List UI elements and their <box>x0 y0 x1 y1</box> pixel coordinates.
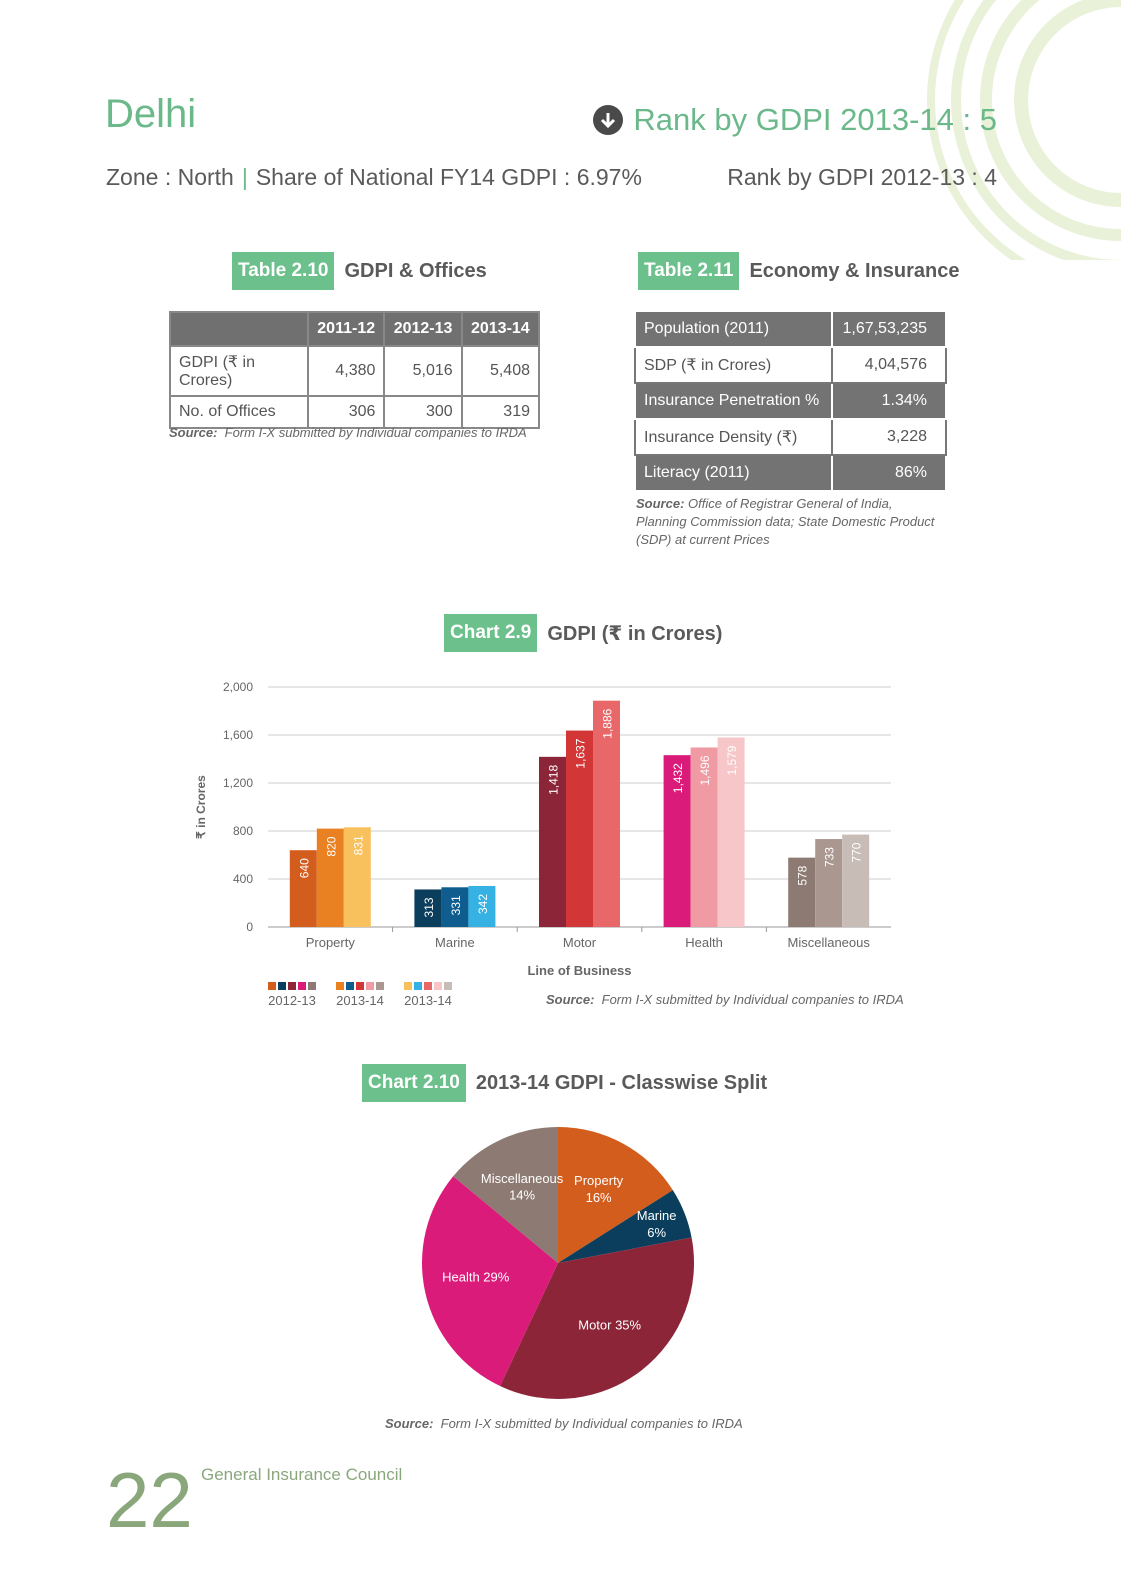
chart-29-source <box>546 991 904 1009</box>
table-cell: 5,408 <box>462 346 539 396</box>
chart-29-tag: Chart 2.9 <box>444 614 537 652</box>
table-header-cell: 2012-13 <box>384 312 461 346</box>
table-210 <box>169 311 540 429</box>
bar-value-label: 1,418 <box>546 764 561 795</box>
table-cell: 3,228 <box>832 419 946 455</box>
bar-value-label: 1,496 <box>698 755 713 786</box>
legend-item <box>268 982 316 1008</box>
y-tick-label: 1,200 <box>222 776 253 790</box>
bar-value-label: 1,432 <box>671 763 686 794</box>
row-label: GDPI (₹ in Crores) <box>170 346 308 396</box>
arrow-down-icon <box>593 105 623 135</box>
table-cell: 86% <box>832 455 946 491</box>
bar-value-label: 313 <box>421 897 436 918</box>
zone-line <box>106 164 642 191</box>
bar-value-label: 770 <box>849 842 864 863</box>
pie-label: Health 29% <box>442 1269 510 1285</box>
table-header-cell: 2011-12 <box>308 312 384 346</box>
legend-swatches <box>268 982 316 990</box>
y-tick-label: 400 <box>232 872 253 886</box>
table-row <box>635 311 946 347</box>
source-text: Form I-X submitted by Individual companies to IRDA <box>440 1416 743 1431</box>
row-label: No. of Offices <box>170 396 308 428</box>
chart-210-source <box>385 1415 743 1433</box>
rank-current <box>593 102 997 138</box>
table-cell: 306 <box>308 396 384 428</box>
table-row <box>170 346 539 396</box>
row-label: Insurance Penetration % <box>635 383 832 419</box>
rank-current-text: Rank by GDPI 2013-14 : 5 <box>633 102 997 137</box>
x-axis-label: Line of Business <box>527 963 632 978</box>
source-text: Office of Registrar General of India, Planning Commission data; State Domestic Product (SDP) at current Prices <box>636 496 935 547</box>
x-tick-label: Health <box>685 935 723 950</box>
bar-value-label: 1,637 <box>573 738 588 769</box>
legend-label: 2013-14 <box>336 993 384 1008</box>
pie-label: Property 16% <box>574 1173 624 1206</box>
y-tick-label: 1,600 <box>222 728 253 742</box>
table-210-tag: Table 2.10 <box>232 252 334 290</box>
table-211-source <box>636 495 946 549</box>
legend-item <box>336 982 384 1008</box>
table-211-title: Economy & Insurance <box>749 259 960 282</box>
table-cell: 1.34% <box>832 383 946 419</box>
chart-29-heading <box>444 614 722 652</box>
x-tick-label: Property <box>305 935 355 950</box>
table-row <box>635 455 946 491</box>
table-header-blank <box>170 312 308 346</box>
table-cell: 319 <box>462 396 539 428</box>
legend-swatches <box>336 982 384 990</box>
y-tick-label: 2,000 <box>222 680 253 694</box>
table-210-title: GDPI & Offices <box>344 259 487 282</box>
table-row <box>635 383 946 419</box>
source-text: Form I-X submitted by Individual companies to IRDA <box>601 992 904 1007</box>
bar-value-label: 1,579 <box>725 745 740 776</box>
table-210-heading <box>232 252 487 290</box>
y-tick-label: 0 <box>246 920 253 934</box>
x-tick-label: Marine <box>435 935 475 950</box>
x-tick-label: Miscellaneous <box>787 935 870 950</box>
source-label: Source: <box>636 496 685 511</box>
row-label: Population (2011) <box>635 311 832 347</box>
bar-value-label: 578 <box>795 865 810 886</box>
chart-210-tag: Chart 2.10 <box>362 1064 466 1102</box>
share-text: Share of National FY14 GDPI : 6.97% <box>255 164 642 190</box>
table-cell: 4,04,576 <box>832 347 946 383</box>
legend-swatches <box>404 982 452 990</box>
chart-210-heading <box>362 1064 767 1102</box>
bar-value-label: 733 <box>822 847 837 868</box>
table-row <box>635 419 946 455</box>
bar-value-label: 640 <box>297 858 312 879</box>
bar-value-label: 342 <box>475 893 490 914</box>
row-label: Insurance Density (₹) <box>635 419 832 455</box>
table-210-source <box>169 424 527 442</box>
source-text: Form I-X submitted by Individual companies to IRDA <box>224 425 527 440</box>
source-label: Source: <box>546 992 595 1007</box>
pie-label: Motor 35% <box>578 1317 642 1333</box>
y-axis-label: ₹ in Crores <box>194 775 208 839</box>
chart-legend <box>268 982 452 1008</box>
rank-previous: Rank by GDPI 2012-13 : 4 <box>727 164 997 190</box>
table-cell: 4,380 <box>308 346 384 396</box>
legend-label: 2013-14 <box>404 993 452 1008</box>
table-cell: 1,67,53,235 <box>832 311 946 347</box>
y-tick-label: 800 <box>232 824 253 838</box>
chart-210-title: 2013-14 GDPI - Classwise Split <box>475 1071 768 1094</box>
chart-29-title: GDPI (₹ in Crores) <box>547 622 723 645</box>
separator: | <box>241 164 248 190</box>
source-label: Source: <box>385 1416 434 1431</box>
table-211 <box>634 310 947 492</box>
table-row <box>635 347 946 383</box>
table-header-cell: 2013-14 <box>462 312 539 346</box>
pie-label: Marine 6% <box>636 1208 677 1240</box>
bar-value-label: 331 <box>448 895 463 916</box>
zone-text: Zone : North <box>106 164 234 190</box>
bar-value-label: 831 <box>351 835 366 856</box>
page-number: 22 <box>106 1456 193 1544</box>
page-title: Delhi <box>105 92 197 136</box>
legend-label: 2012-13 <box>268 993 316 1008</box>
bar-value-label: 1,886 <box>600 708 615 739</box>
table-cell: 300 <box>384 396 461 428</box>
pie-label: Miscellaneous 14% <box>480 1170 564 1203</box>
table-211-tag: Table 2.11 <box>638 252 739 290</box>
row-label: Literacy (2011) <box>635 455 832 491</box>
bar-value-label: 820 <box>324 836 339 857</box>
pie-chart <box>400 1115 720 1405</box>
table-header-row <box>170 312 539 346</box>
row-label: SDP (₹ in Crores) <box>635 347 832 383</box>
table-cell: 5,016 <box>384 346 461 396</box>
table-211-heading <box>638 252 960 290</box>
bar-chart <box>0 660 1121 980</box>
footer-title: General Insurance Council <box>201 1465 403 1484</box>
x-tick-label: Motor <box>562 935 597 950</box>
source-label: Source: <box>169 425 218 440</box>
legend-item <box>404 982 452 1008</box>
